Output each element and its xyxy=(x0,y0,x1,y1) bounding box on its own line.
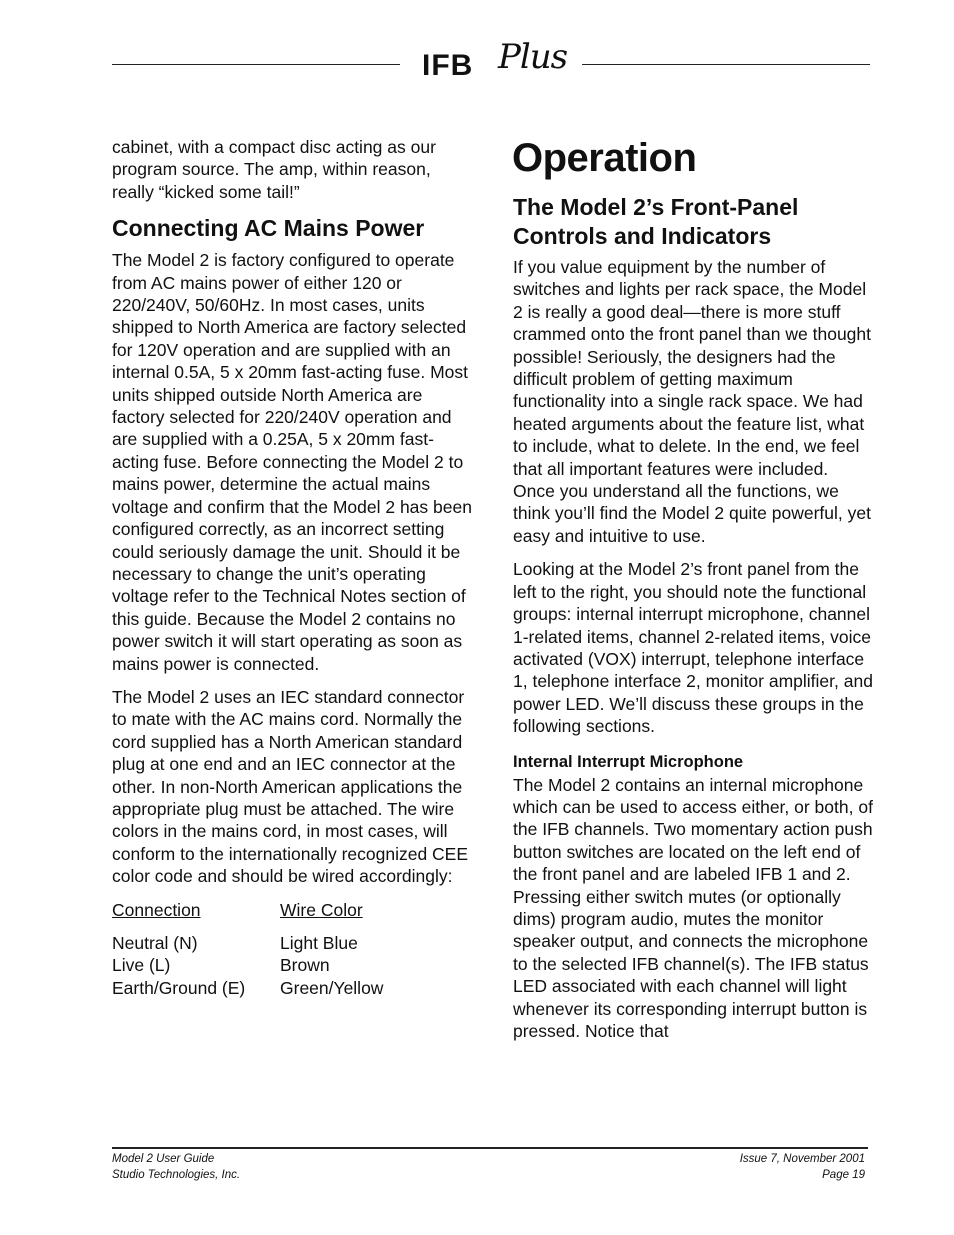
front-panel-paragraph-1: If you value equipment by the number of switches and lights per rack space, the Model 2 is really a good deal—there is more stuff crammed onto the front panel than we thought possible! Seriously, the designers had the difficult problem of getting maximum functionality into a single rack space. We had heated arguments about the feature list, what to include, what to delete. In the end, we feel that all important features were included. Once you understand all the functions, we think you’ll find the Model 2 quite powerful, yet easy and intuitive to use. xyxy=(513,257,872,546)
footer-page-number: Page 19 xyxy=(822,1168,865,1181)
table-cell: Light Blue xyxy=(280,933,358,953)
footer-guide-title: Model 2 User Guide xyxy=(112,1153,215,1165)
table-row xyxy=(112,954,472,976)
table-cell: Brown xyxy=(280,955,330,976)
table-row xyxy=(112,932,472,954)
ifb-plus-logo xyxy=(422,38,568,88)
table-cell: Earth/Ground (E) xyxy=(112,977,246,998)
header-rule-right xyxy=(582,64,870,65)
footer-left xyxy=(112,1152,240,1183)
table-cell: Green/Yellow xyxy=(280,977,384,998)
table-cell: Live (L) xyxy=(112,955,171,976)
interrupt-mic-paragraph: The Model 2 contains an internal microphone which can be used to access either, or both, of the IFB channels. Two momentary action push button switches are located on the left end of the front panel and are labeled IFB 1 and 2. Pressing either switch mutes (or optionally dims) program audio, mutes the monitor speaker output, and connects the microphone to the selected IFB channel(s). The IFB status LED associated with each channel will light whenever its corresponding interrupt button is pressed. Notice that xyxy=(513,774,873,1041)
wire-table-header xyxy=(112,899,472,921)
section-title-front-panel: The Model 2’s Front-Panel Controls and Indicators xyxy=(513,194,799,249)
ac-mains-paragraph-2: The Model 2 uses an IEC standard connector to mate with the AC mains cord. Normally the cord supplied has a North American standard plug at one end and an IEC connector at the other. In non-North American applications the appropriate plug must be attached. The wire colors in the mains cord, in most cases, will conform to the internationally recognized CEE color code and should be wired accordingly: xyxy=(112,686,469,887)
footer-company: Studio Technologies, Inc. xyxy=(112,1168,241,1181)
chapter-title: Operation xyxy=(512,136,697,180)
footer-right xyxy=(740,1152,865,1183)
header-rule-left xyxy=(112,64,400,65)
footer-rule xyxy=(112,1147,868,1149)
intro-paragraph: cabinet, with a compact disc acting as our program source. The amp, within reason, really “kicked some tail!” xyxy=(112,137,436,202)
wire-color-table xyxy=(112,899,472,1000)
col-header-wire-color: Wire Color xyxy=(280,899,363,920)
table-row xyxy=(112,977,472,999)
front-panel-paragraph-2: Looking at the Model 2’s front panel from the left to the right, you should note the functional groups: internal interrupt microphone, channel 1-related items, channel 2-related items, voice activated (VOX) interrupt, telephone interface 1, telephone interface 2, monitor amplifier, and power LED. We’ll discuss these groups in the following sections. xyxy=(513,559,873,737)
subsection-title-interrupt-mic: Internal Interrupt Microphone xyxy=(513,752,744,771)
footer-issue: Issue 7, November 2001 xyxy=(739,1153,865,1165)
logo-ifb-text: IFB xyxy=(422,49,474,82)
table-cell: Neutral (N) xyxy=(112,933,198,953)
ac-mains-paragraph-1: The Model 2 is factory configured to operate from AC mains power of either 120 or 220/240V, 50/60Hz. In most cases, units shipped to North America are factory selected for 120V operation and are supplied with an internal 0.5A, 5 x 20mm fast-acting fuse. Most units shipped outside North America are factory selected for 220/240V operation and are supplied with a 0.25A, 5 x 20mm fast-acting fuse. Before connecting the Model 2 to mains power, determine the actual mains voltage and confirm that the Model 2 has been configured correctly, as an incorrect setting could seriously damage the unit. Should it be necessary to change the unit’s operating voltage refer to the Technical Notes section of this guide. Because the Model 2 contains no power switch it will start operating as soon as mains power is connected. xyxy=(112,250,472,674)
left-column xyxy=(112,136,472,999)
right-column xyxy=(513,136,873,1053)
col-header-connection: Connection xyxy=(112,899,201,920)
logo-plus-script: Plus xyxy=(498,37,568,77)
section-title-ac-mains: Connecting AC Mains Power xyxy=(112,215,425,242)
